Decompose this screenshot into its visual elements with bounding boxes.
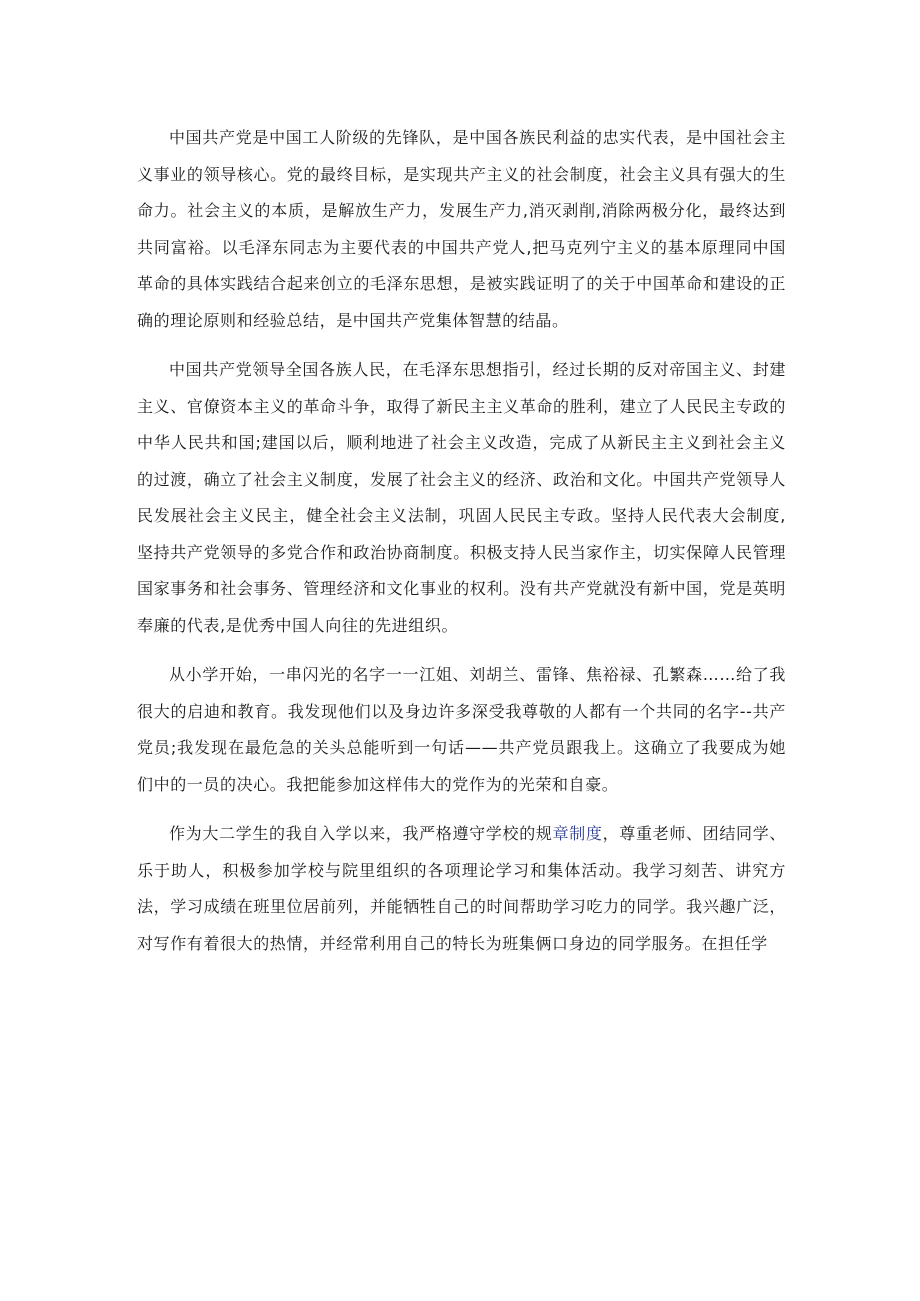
paragraph-personal-inspiration: 从小学开始，一串闪光的名字一一江姐、刘胡兰、雷锋、焦裕禄、孔繁森……给了我很大的启迪和教育。我发现他们以及身边许多深受我尊敬的人都有一个共同的名字--共产党员;我发现在最危急的关头总能听到一句话——共产党员跟我上。这确立了我要成为她们中的一员的决心。我把能参加这样伟大的党作为的光荣和自豪。 bbox=[137, 665, 786, 794]
paragraph-party-nature: 中国共产党是中国工人阶级的先锋队，是中国各族民利益的忠实代表，是中国社会主义事业的领导核心。党的最终目标，是实现共产主义的社会制度，社会主义具有强大的生命力。社会主义的本质，是解放生产力，发展生产力,消灭剥削,消除两极分化，最终达到共同富裕。以毛泽东同志为主要代表的中国共产党人,把马克列宁主义的基本原理同中国革命的具体实践结合起来创立的毛泽东思想，是被实践证明了的关于中国革命和建设的正确的理论原则和经验总结，是中国共产党集体智慧的结晶。 bbox=[137, 128, 786, 330]
paragraph-text-before-link: 作为大二学生的我自入学以来，我严格遵守学校的规 bbox=[169, 824, 553, 843]
paragraph-text-after-link: ，尊重老师、团结同学、乐于助人，积极参加学校与院里组织的各项理论学习和集体活动。我学习刻苦、讲究方法，学习成绩在班里位居前列，并能牺牲自己的时间帮助学习吃力的同学。我兴趣广泛，对写作有着很大的热情，并经常利用自己的特长为班集俩口身边的同学服务。在担任学 bbox=[137, 824, 786, 953]
rules-link[interactable]: 章制度 bbox=[552, 824, 603, 843]
paragraph-student-conduct bbox=[137, 816, 786, 962]
paragraph-party-leadership: 中国共产党领导全国各族人民，在毛泽东思想指引，经过长期的反对帝国主义、封建主义、官僚资本主义的革命斗争，取得了新民主主义革命的胜利，建立了人民民主专政的中华人民共和国;建国以后，顺利地进了社会主义改造，完成了从新民主主义到社会主义的过渡，确立了社会主义制度，发展了社会主义的经济、政治和文化。中国共产党领导人民发展社会主义民主，健全社会主义法制，巩固人民民主专政。坚持人民代表大会制度,坚持共产党领导的多党合作和政治协商制度。积极支持人民当家作主，切实保障人民管理国家事务和社会事务、管理经济和文化事业的权利。没有共产党就没有新中国，党是英明奉廉的代表,是优秀中国人向往的先进组织。 bbox=[137, 360, 786, 635]
